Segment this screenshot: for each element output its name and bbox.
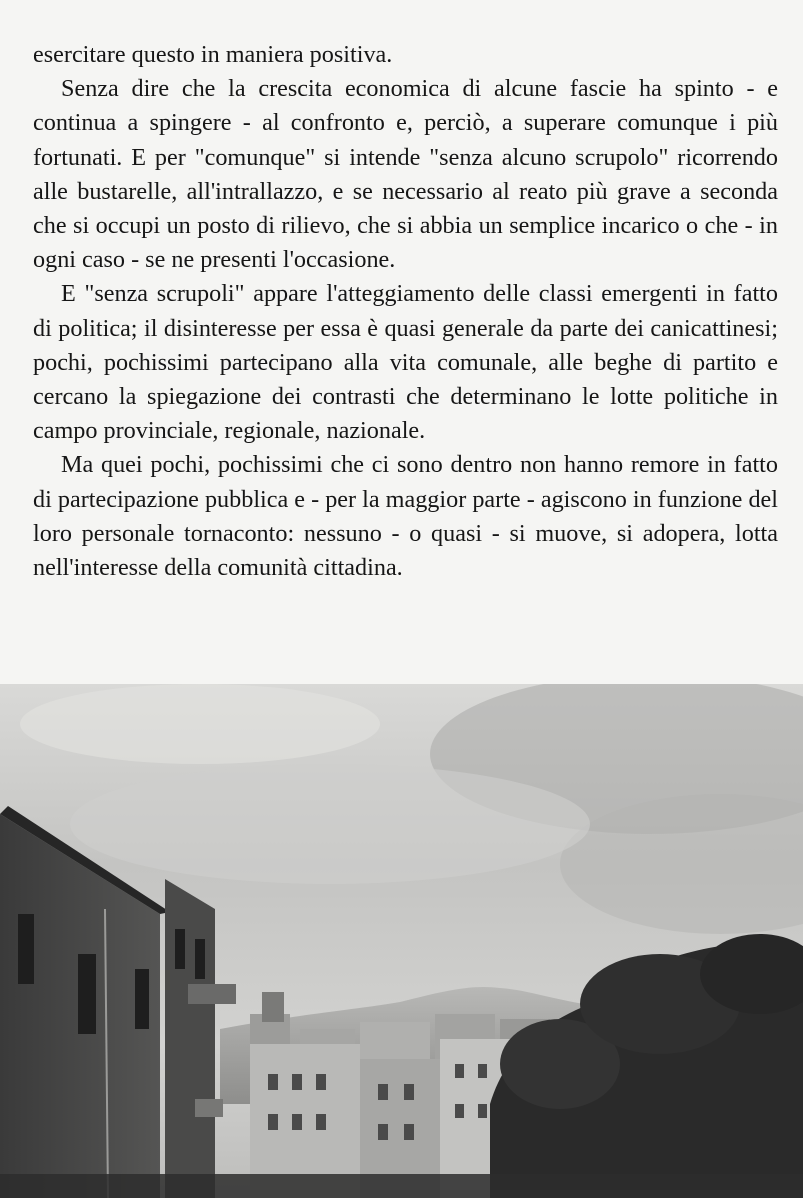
paragraph-1: esercitare questo in maniera positiva. bbox=[33, 41, 393, 68]
paragraph-2: Senza dire che la crescita economica di alcune fascie ha spinto - e continua a spingere - al confronto e, perciò, a superare comunque i più fortunati. E per "comunque" si intende "senza alcuno scrupolo" ricorrendo alle bustarelle, all'intrallazzo, e se necessario al reato più grave a seconda che si occupi un posto di rilievo, che si abbia un semplice incarico o che - in ogni caso - se ne presenti l'occasione. bbox=[33, 75, 778, 274]
side-building bbox=[165, 879, 215, 1198]
photo-image bbox=[0, 684, 803, 1198]
cloud bbox=[20, 684, 380, 764]
cloud bbox=[70, 764, 590, 884]
paragraph-4: Ma quei pochi, pochissimi che ci sono dentro non hanno remore in fatto di partecipazione pubblica e - per la maggior parte - agiscono in funzione del loro personale tornaconto: nessuno - o quasi - si muove, si adopera, lotta nell'interesse della comunità cittadina. bbox=[33, 451, 778, 582]
balcony bbox=[188, 984, 236, 1004]
town-photograph bbox=[0, 684, 803, 1198]
balcony bbox=[195, 1099, 223, 1117]
paragraph-3: E "senza scrupoli" appare l'atteggiamento delle classi emergenti in fatto di politica; il disinteresse per essa è quasi generale da parte dei canicattinesi; pochi, pochissimi partecipano alla vita comunale, alle beghe di partito e cercano la spiegazione dei contrasti che determinano le lotte politiche in campo provinciale, regionale, nazionale. bbox=[33, 280, 778, 445]
street-shadow bbox=[0, 1174, 803, 1198]
body-text bbox=[33, 38, 778, 585]
